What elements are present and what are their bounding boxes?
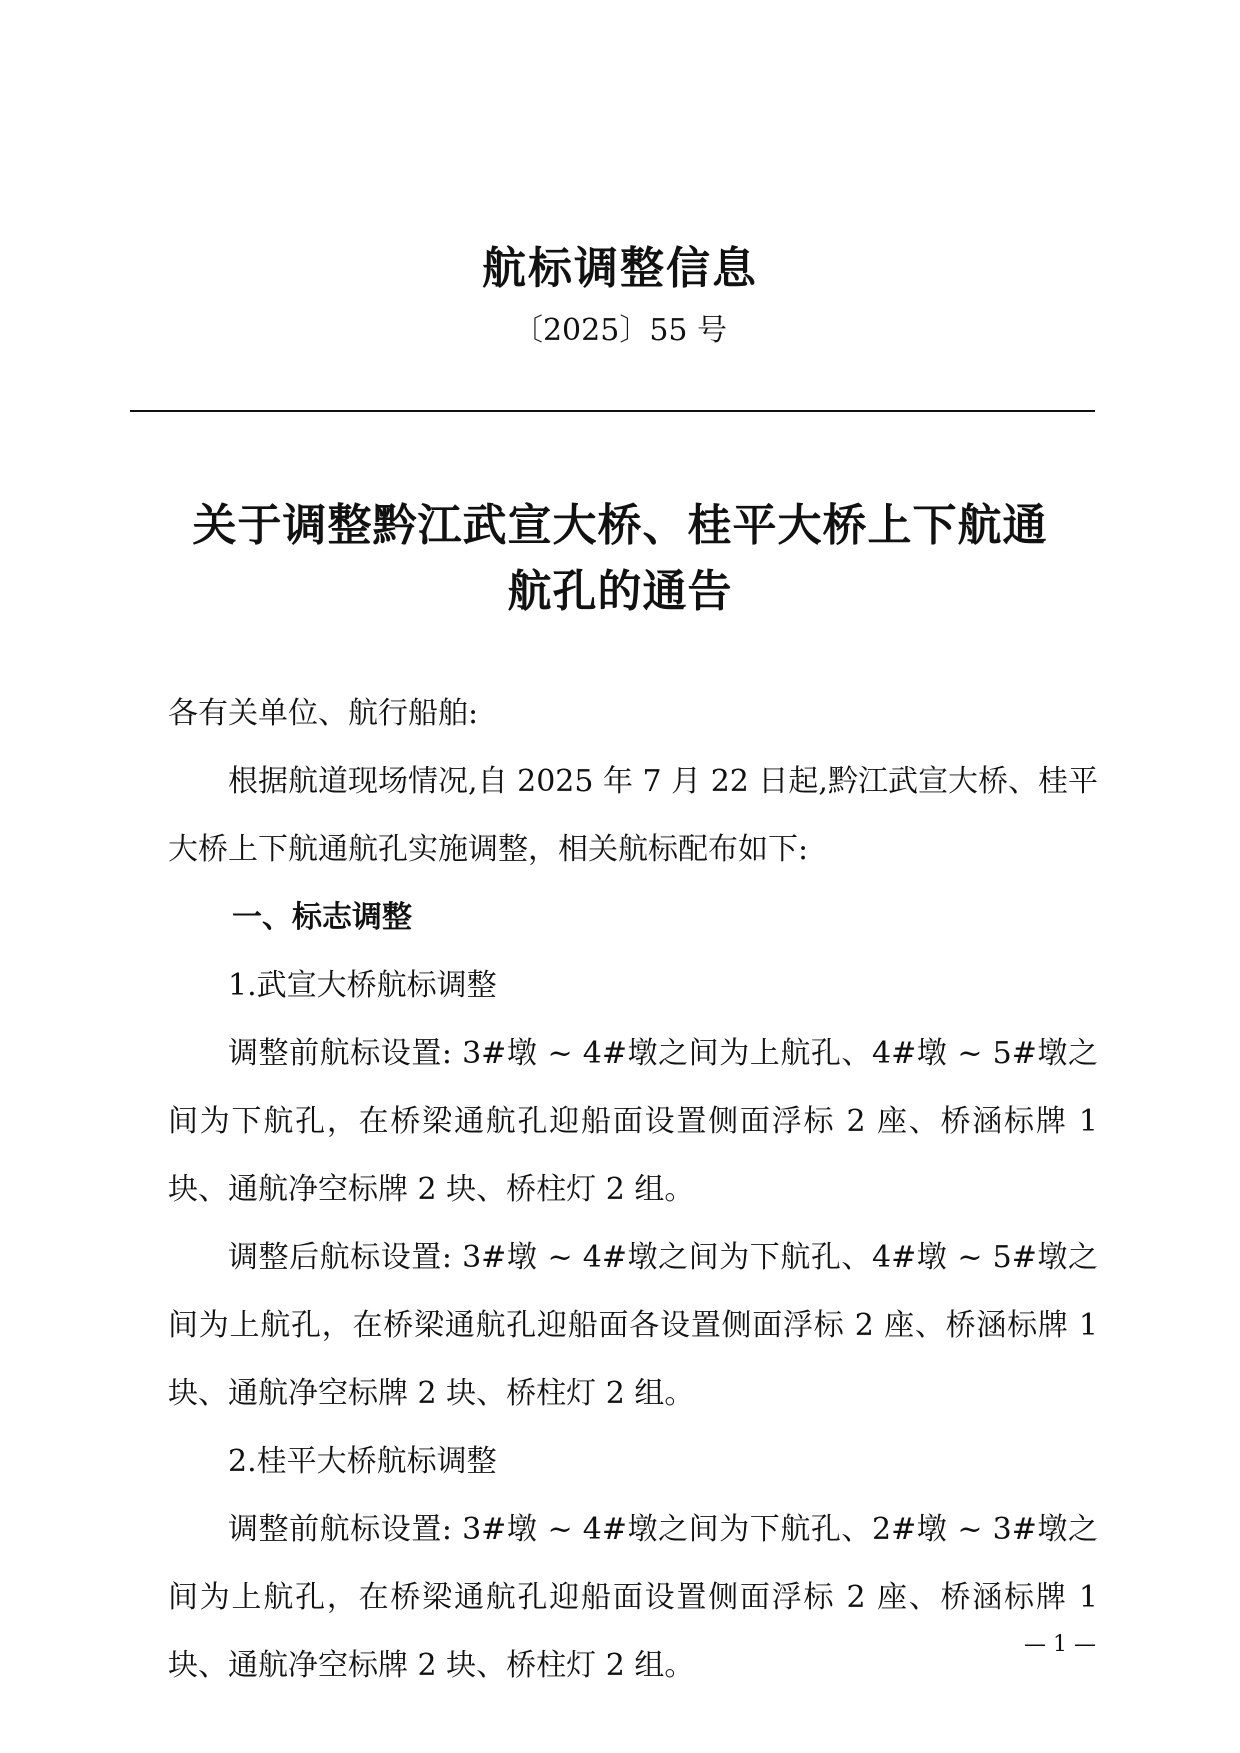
notice-title-line-2: 航孔的通告 [507, 566, 733, 617]
item-2-heading: 2.桂平大桥航标调整 [228, 1444, 497, 1479]
item-2-before-paragraph: 调整前航标设置: 3#墩 ~ 4#墩之间为下航孔、2#墩 ~ 3#墩之间为上航孔，在桥梁通航孔迎船面设置侧面浮标 2 座、桥涵标牌 1 块、通航净空标牌 2 块、桥柱灯 2 组。 [168, 1512, 1098, 1683]
document-heading: 航标调整信息 [482, 243, 758, 294]
salutation: 各有关单位、航行船舶: [168, 696, 479, 731]
item-1-after-paragraph: 调整后航标设置: 3#墩 ~ 4#墩之间为下航孔、4#墩 ~ 5#墩之间为上航孔，在桥梁通航孔迎船面各设置侧面浮标 2 座、桥涵标牌 1 块、通航净空标牌 2 块、桥柱灯 2 组。 [168, 1240, 1098, 1411]
page-number: — 1 — [1024, 1632, 1096, 1657]
intro-paragraph: 根据航道现场情况,自 2025 年 7 月 22 日起,黔江武宣大桥、桂平大桥上下航通航孔实施调整，相关航标配布如下: [168, 764, 1098, 867]
separator-rule [130, 410, 1095, 412]
section-1-heading: 一、标志调整 [232, 900, 412, 935]
notice-title [0, 493, 1240, 625]
item-1-before-paragraph: 调整前航标设置: 3#墩 ~ 4#墩之间为上航孔、4#墩 ~ 5#墩之间为下航孔，在桥梁通航孔迎船面设置侧面浮标 2 座、桥涵标牌 1 块、通航净空标牌 2 块、桥柱灯 2 组。 [168, 1036, 1098, 1207]
document-number: 〔2025〕55 号 [512, 313, 728, 348]
notice-title-line-1: 关于调整黔江武宣大桥、桂平大桥上下航通 [192, 500, 1048, 551]
item-1-heading: 1.武宣大桥航标调整 [228, 968, 497, 1003]
notice-body [168, 680, 1098, 1700]
